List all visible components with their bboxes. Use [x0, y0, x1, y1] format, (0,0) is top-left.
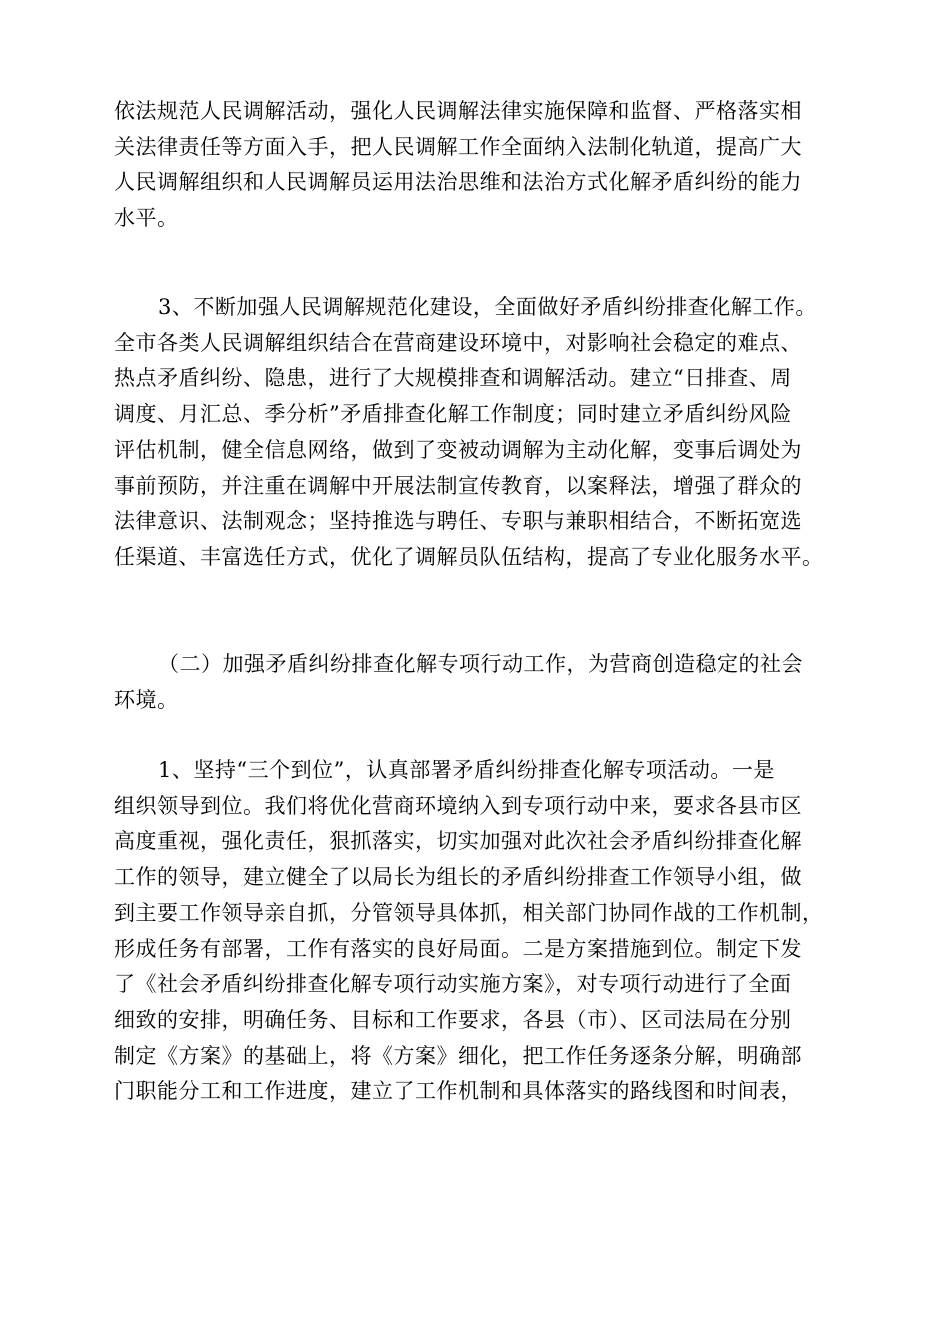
text-line: 热点矛盾纠纷、隐患，进行了大规模排查和调解活动。建立“日排查、周: [114, 366, 792, 391]
text-line: 人民调解组织和人民调解员运用法治思维和法治方式化解矛盾纠纷的能力: [114, 170, 802, 195]
text-line: 组织领导到位。我们将优化营商环境纳入到专项行动中来，要求各县市区: [114, 793, 802, 818]
paragraph-4: [114, 753, 838, 1110]
text-line: 环境。: [114, 687, 179, 712]
paragraph-2: [114, 290, 838, 576]
text-line: 评估机制，健全信息网络，做到了变被动调解为主动化解，变事后调处为: [114, 437, 802, 462]
text-line: 高度重视，强化责任，狠抓落实，切实加强对此次社会矛盾纠纷排查化解: [114, 829, 802, 854]
text-line: 法律意识、法制观念；坚持推选与聘任、专职与兼职相结合，不断拓宽选: [114, 509, 802, 534]
section-heading-paragraph: [114, 647, 838, 718]
text-line: 工作的领导，建立健全了以局长为组长的矛盾纠纷排查工作领导小组，做: [114, 865, 802, 890]
text-line: 依法规范人民调解活动，强化人民调解法律实施保障和监督、严格落实相: [114, 99, 802, 123]
text-line: 调度、月汇总、季分析”矛盾排查化解工作制度；同时建立矛盾纠纷风险: [114, 402, 792, 427]
text-line: 细致的安排，明确任务、目标和工作要求，各县（市）、区司法局在分别: [114, 1007, 792, 1032]
text-line: 形成任务有部署，工作有落实的良好局面。二是方案措施到位。制定下发: [114, 936, 802, 961]
text-line: 事前预防，并注重在调解中开展法制宣传教育，以案释法，增强了群众的: [114, 473, 802, 498]
text-line: 3、不断加强人民调解规范化建设，全面做好矛盾纠纷排查化解工作。: [158, 295, 817, 319]
text-line: 了《社会矛盾纠纷排查化解专项行动实施方案》，对专项行动进行了全面: [114, 972, 792, 997]
text-line: 到主要工作领导亲自抓，分管领导具体抓，相关部门协同作战的工作机制，: [114, 900, 824, 925]
text-line: （二）加强矛盾纠纷排查化解专项行动工作，为营商创造稳定的社会: [158, 652, 803, 676]
text-line: 门职能分工和工作进度，建立了工作机制和具体落实的路线图和时间表，: [114, 1079, 802, 1104]
text-line: 制定《方案》的基础上，将《方案》细化，把工作任务逐条分解，明确部: [114, 1043, 802, 1068]
text-line: 任渠道、丰富选任方式，优化了调解员队伍结构，提高了专业化服务水平。: [114, 544, 824, 569]
text-line: 水平。: [114, 206, 179, 231]
text-line: 关法律责任等方面入手，把人民调解工作全面纳入法制化轨道，提高广大: [114, 134, 802, 159]
text-line: 全市各类人民调解组织结合在营商建设环境中，对影响社会稳定的难点、: [114, 330, 802, 355]
paragraph-1: [114, 94, 838, 237]
text-line: 1、坚持“三个到位”，认真部署矛盾纠纷排查化解专项活动。一是: [158, 758, 775, 782]
